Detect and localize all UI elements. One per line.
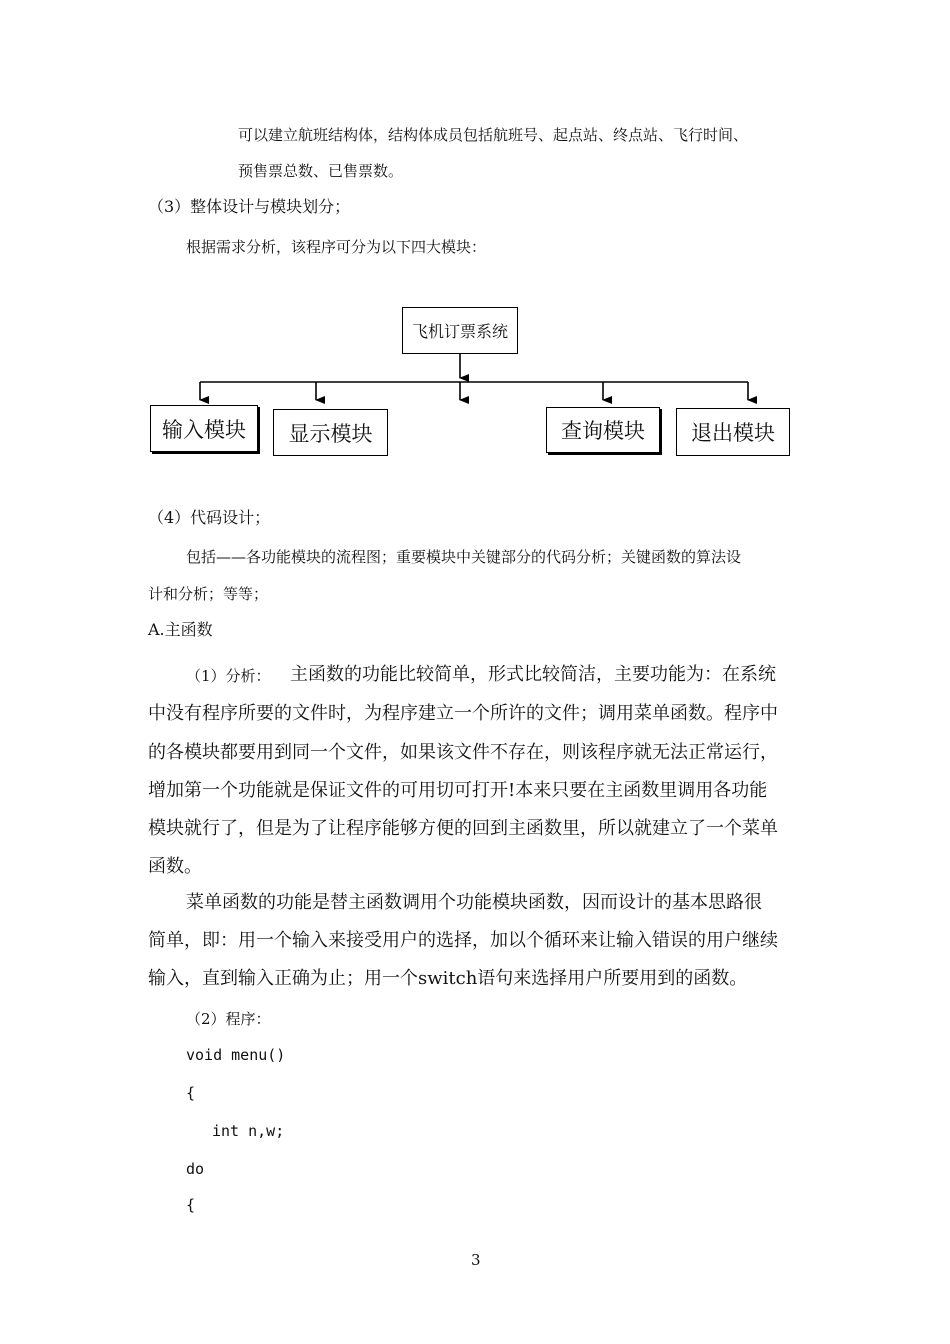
code-line-4: do <box>186 1160 205 1178</box>
module-diagram <box>0 0 950 520</box>
section-4-heading: （4）代码设计； <box>148 508 271 527</box>
section-4-line-1: 包括——各功能模块的流程图；重要模块中关键部分的代码分析；关键函数的算法设 <box>186 548 742 566</box>
paragraph-1-line-2: 中没有程序所要的文件时，为程序建立一个所许的文件；调用菜单函数。程序中 <box>148 703 778 724</box>
code-line-1: void menu() <box>186 1046 286 1064</box>
intro-line-2: 预售票总数、已售票数。 <box>238 162 404 180</box>
section-4-line-2: 计和分析；等等； <box>148 585 269 603</box>
page-number: 3 <box>471 1251 481 1269</box>
paragraph-1-line-3: 的各模块都要用到同一个文件，如果该文件不存在，则该程序就无法正常运行， <box>148 742 778 763</box>
module-input-box: 输入模块 <box>150 405 258 452</box>
paragraph-1-line-1: 主函数的功能比较简单，形式比较简洁，主要功能为：在系统 <box>290 664 776 685</box>
program-label: （2）程序： <box>186 1010 271 1028</box>
module-query-box: 查询模块 <box>546 407 660 453</box>
paragraph-1-line-4: 增加第一个功能就是保证文件的可用切可打开!本来只要在主函数里调用各功能 <box>148 780 768 801</box>
intro-line-1: 可以建立航班结构体，结构体成员包括航班号、起点站、终点站、飞行时间、 <box>238 126 749 144</box>
paragraph-2-line-1: 菜单函数的功能是替主函数调用个功能模块函数，因而设计的基本思路很 <box>186 892 762 913</box>
paragraph-2-line-2: 简单，即：用一个输入来接受用户的选择，加以个循环来让输入错误的用户继续 <box>148 930 778 951</box>
paragraph-1-line-6: 函数。 <box>148 856 202 877</box>
root-box: 飞机订票系统 <box>402 307 518 354</box>
paragraph-1-line-5: 模块就行了，但是为了让程序能够方便的回到主函数里，所以就建立了一个菜单 <box>148 818 778 839</box>
module-display-box: 显示模块 <box>273 409 388 456</box>
code-line-3: int n,w; <box>212 1122 285 1140</box>
module-exit-box: 退出模块 <box>676 408 790 456</box>
code-line-2: { <box>186 1084 196 1102</box>
main-func-heading: A.主函数 <box>148 620 213 639</box>
paragraph-2-line-3: 输入，直到输入正确为止；用一个switch语句来选择用户所要用到的函数。 <box>148 968 748 989</box>
code-line-5: { <box>186 1196 196 1214</box>
analysis-label: （1）分析： <box>186 667 271 685</box>
section-3-heading: （3）整体设计与模块划分； <box>148 197 351 216</box>
section-3-text: 根据需求分析，该程序可分为以下四大模块： <box>186 238 487 256</box>
